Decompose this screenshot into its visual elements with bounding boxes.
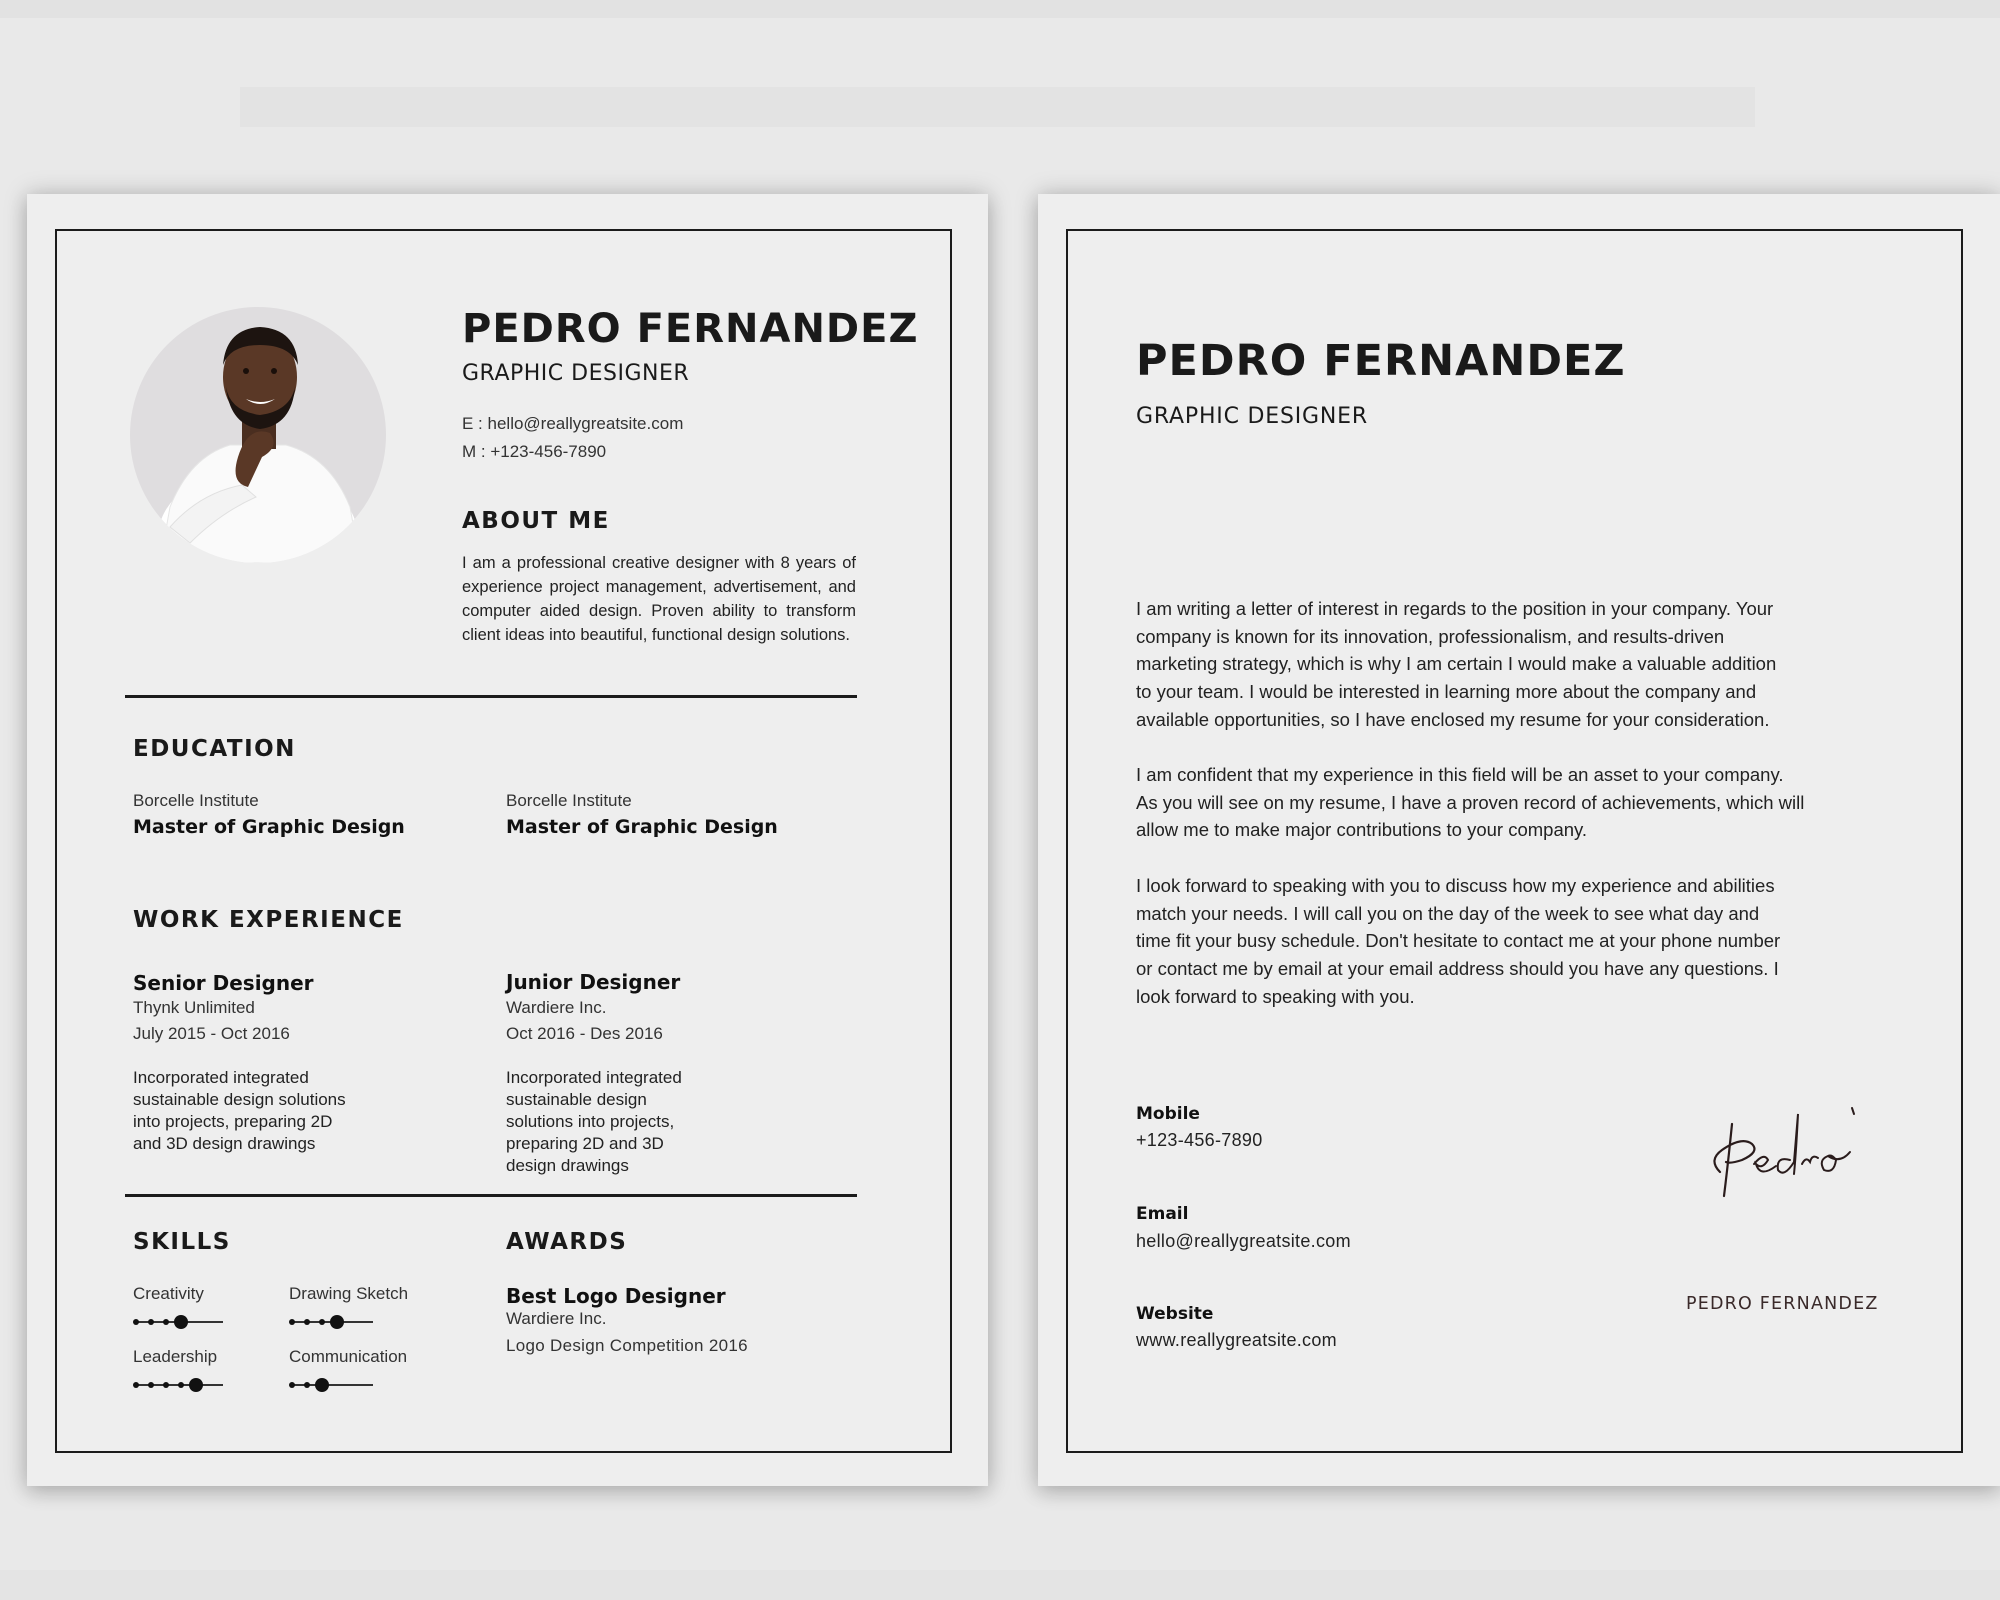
award-title: Best Logo Designer bbox=[506, 1284, 726, 1308]
signature-icon bbox=[1702, 1104, 1862, 1204]
skill-dot bbox=[289, 1382, 295, 1388]
section-divider bbox=[125, 695, 857, 698]
skill-meter bbox=[289, 1314, 373, 1330]
skill-dot bbox=[148, 1382, 154, 1388]
resume-job-title: GRAPHIC DESIGNER bbox=[462, 361, 690, 386]
skill-label: Drawing Sketch bbox=[289, 1284, 409, 1303]
background-top-strip bbox=[0, 0, 2000, 18]
education-school: Borcelle Institute bbox=[506, 791, 632, 810]
skill-level-marker bbox=[189, 1378, 203, 1392]
contact-value-email: hello@reallygreatsite.com bbox=[1136, 1231, 1351, 1251]
skill-label: Leadership bbox=[133, 1347, 218, 1366]
education-heading: EDUCATION bbox=[133, 736, 296, 762]
letter-paragraph: I am writing a letter of interest in regards to the position in your company. Your company is known for its innovation, professionalism, and results-driven marketing strategy, which is why I am certain I would make a valuable addition to your team. I would be interested in learning more about the company and available opportunities, so I have enclosed my resume for your consideration. bbox=[1136, 598, 1777, 730]
person-portrait-icon bbox=[130, 307, 386, 563]
education-degree: Master of Graphic Design bbox=[133, 816, 405, 838]
work-period: July 2015 - Oct 2016 bbox=[133, 1024, 290, 1043]
letter-job-title: GRAPHIC DESIGNER bbox=[1136, 404, 1368, 429]
skill-level-marker bbox=[315, 1378, 329, 1392]
work-company: Wardiere Inc. bbox=[506, 998, 607, 1017]
skill-label: Creativity bbox=[133, 1284, 204, 1303]
about-text: I am a professional creative designer with 8 years of experience project management, advertisement, and computer aided design. Proven ability to transform client ideas into beautiful, functional design solutions. bbox=[462, 554, 856, 644]
skill-level-marker bbox=[174, 1315, 188, 1329]
skill-dot bbox=[178, 1382, 184, 1388]
skill-meter bbox=[133, 1314, 223, 1330]
resume-name: PEDRO FERNANDEZ bbox=[462, 306, 919, 352]
skill-level-marker bbox=[330, 1315, 344, 1329]
work-description: Incorporated integrated sustainable design solutions into projects, preparing 2D and 3D design drawings bbox=[133, 1068, 346, 1153]
work-company: Thynk Unlimited bbox=[133, 998, 255, 1017]
skill-dot bbox=[133, 1382, 139, 1388]
resume-mobile: M : +123-456-7890 bbox=[462, 442, 607, 461]
letter-paragraph: I am confident that my experience in this field will be an asset to your company. As you will see on my resume, I have a proven record of achievements, which will allow me to make major contributions to your company. bbox=[1136, 764, 1805, 841]
skill-dot bbox=[304, 1382, 310, 1388]
work-description: Incorporated integrated sustainable design solutions into projects, preparing 2D and 3D design drawings bbox=[506, 1068, 682, 1175]
contact-label-website: Website bbox=[1136, 1304, 1214, 1324]
education-school: Borcelle Institute bbox=[133, 791, 259, 810]
skill-dot bbox=[319, 1319, 325, 1325]
letter-paragraph: I look forward to speaking with you to discuss how my experience and abilities match your needs. I will call you on the day of the week to see what day and time fit your busy schedule. Don't hesitate to contact me at your phone number or contact me by email at your email address should you have any questions. I look forward to speaking with you. bbox=[1136, 875, 1781, 1007]
contact-value-mobile: +123-456-7890 bbox=[1136, 1130, 1263, 1150]
education-degree: Master of Graphic Design bbox=[506, 816, 778, 838]
profile-photo bbox=[130, 307, 386, 563]
work-role: Senior Designer bbox=[133, 971, 314, 995]
award-event: Logo Design Competition 2016 bbox=[506, 1336, 748, 1355]
awards-heading: AWARDS bbox=[506, 1229, 628, 1255]
signature-name: PEDRO FERNANDEZ bbox=[1686, 1294, 1879, 1314]
background-bottom-strip bbox=[0, 1570, 2000, 1600]
skill-dot bbox=[163, 1382, 169, 1388]
resume-email: E : hello@reallygreatsite.com bbox=[462, 414, 684, 433]
contact-label-mobile: Mobile bbox=[1136, 1104, 1200, 1124]
work-heading: WORK EXPERIENCE bbox=[133, 907, 404, 933]
skill-label: Communication bbox=[289, 1347, 408, 1366]
work-role: Junior Designer bbox=[506, 970, 681, 994]
skills-heading: SKILLS bbox=[133, 1229, 231, 1255]
work-period: Oct 2016 - Des 2016 bbox=[506, 1024, 663, 1043]
skill-dot bbox=[289, 1319, 295, 1325]
about-heading: ABOUT ME bbox=[462, 508, 610, 534]
skill-meter bbox=[289, 1377, 373, 1393]
skill-meter bbox=[133, 1377, 223, 1393]
award-org: Wardiere Inc. bbox=[506, 1309, 607, 1328]
contact-value-website: www.reallygreatsite.com bbox=[1136, 1330, 1337, 1350]
contact-label-email: Email bbox=[1136, 1204, 1189, 1224]
skill-dot bbox=[133, 1319, 139, 1325]
skill-dot bbox=[148, 1319, 154, 1325]
skill-dot bbox=[304, 1319, 310, 1325]
background-ghost-bar bbox=[240, 87, 1755, 127]
skill-dot bbox=[163, 1319, 169, 1325]
letter-name: PEDRO FERNANDEZ bbox=[1136, 336, 1626, 386]
section-divider bbox=[125, 1194, 857, 1197]
